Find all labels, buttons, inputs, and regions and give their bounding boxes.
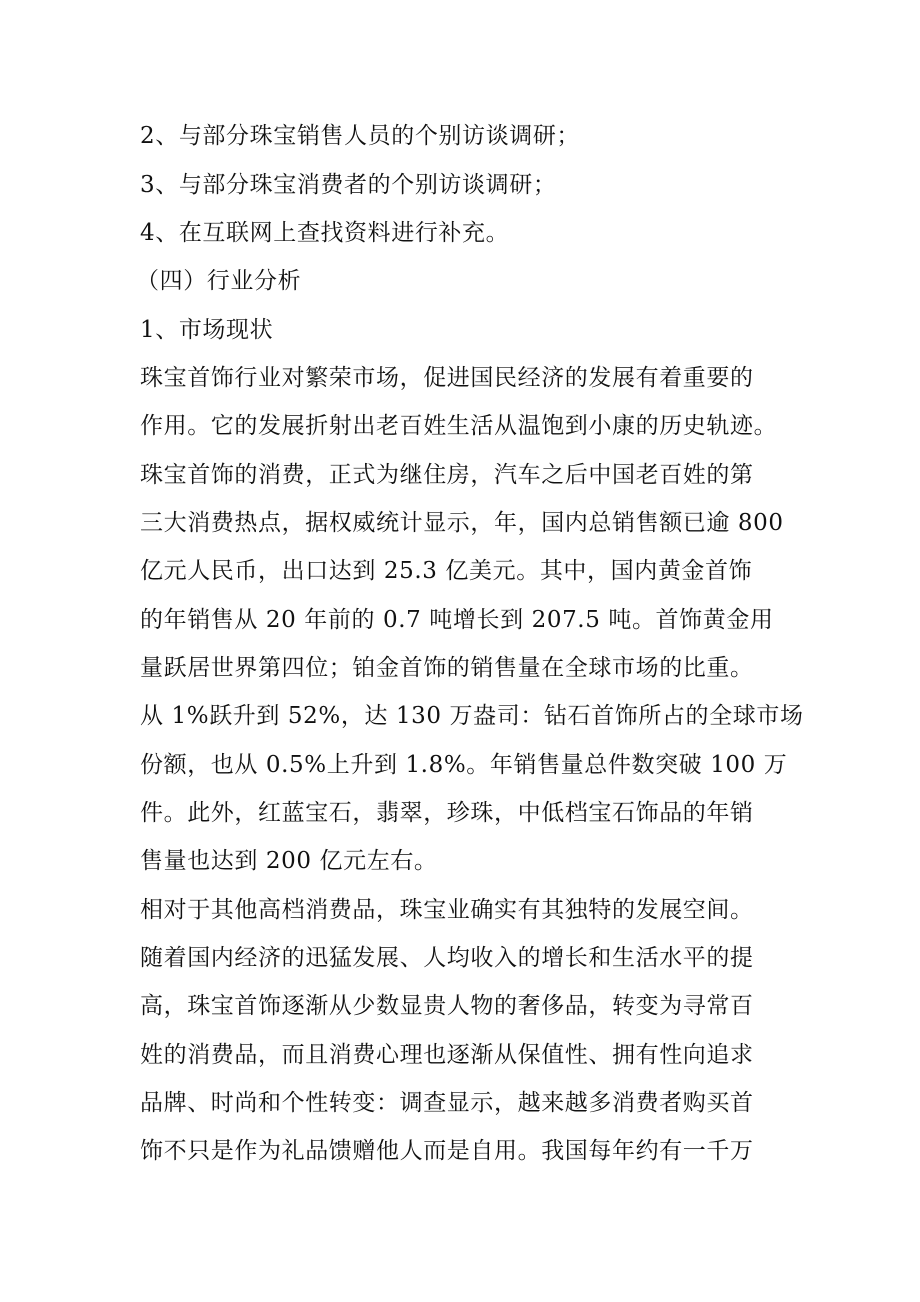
text-line-method-2: 2、与部分珠宝销售人员的个别访谈调研； — [140, 123, 581, 149]
paragraph-line: 亿元人民币，出口达到 25.3 亿美元。其中，国内黄金首饰 — [140, 558, 753, 584]
paragraph-line: 份额，也从 0.5%上升到 1.8%。年销售量总件数突破 100 万 — [140, 752, 788, 778]
paragraph-line: 售量也达到 200 亿元左右。 — [140, 848, 438, 874]
text-line-method-3: 3、与部分珠宝消费者的个别访谈调研； — [140, 172, 557, 198]
paragraph-line: 从 1%跃升到 52%，达 130 万盎司：钻石首饰所占的全球市场 — [140, 703, 804, 729]
paragraph-line: 随着国内经济的迅猛发展、人均收入的增长和生活水平的提 — [140, 945, 754, 971]
paragraph-line: 作用。它的发展折射出老百姓生活从温饱到小康的历史轨迹。 — [140, 413, 778, 439]
paragraph-line: 件。此外，红蓝宝石，翡翠，珍珠，中低档宝石饰品的年销 — [140, 800, 754, 826]
paragraph-line: 三大消费热点，据权威统计显示，年，国内总销售额已逾 800 — [140, 510, 784, 536]
paragraph-line: 姓的消费品，而且消费心理也逐渐从保值性、拥有性向追求 — [140, 1042, 754, 1068]
text-line-method-4: 4、在互联网上查找资料进行补充。 — [140, 220, 510, 246]
paragraph-line: 饰不只是作为礼品馈赠他人而是自用。我国每年约有一千万 — [140, 1138, 754, 1164]
paragraph-line: 高，珠宝首饰逐渐从少数显贵人物的奢侈品，转变为寻常百 — [140, 993, 754, 1019]
section-heading-industry-analysis: （四）行业分析 — [136, 268, 302, 294]
paragraph-line: 相对于其他高档消费品，珠宝业确实有其独特的发展空间。 — [140, 897, 754, 923]
paragraph-line: 珠宝首饰行业对繁荣市场，促进国民经济的发展有着重要的 — [140, 365, 754, 391]
subsection-heading-market-status: 1、市场现状 — [140, 317, 274, 343]
paragraph-line: 量跃居世界第四位；铂金首饰的销售量在全球市场的比重。 — [140, 655, 754, 681]
paragraph-line: 珠宝首饰的消费，正式为继住房，汽车之后中国老百姓的第 — [140, 462, 754, 488]
paragraph-line: 的年销售从 20 年前的 0.7 吨增长到 207.5 吨。首饰黄金用 — [140, 607, 774, 633]
paragraph-line: 品牌、时尚和个性转变：调查显示，越来越多消费者购买首 — [140, 1090, 754, 1116]
